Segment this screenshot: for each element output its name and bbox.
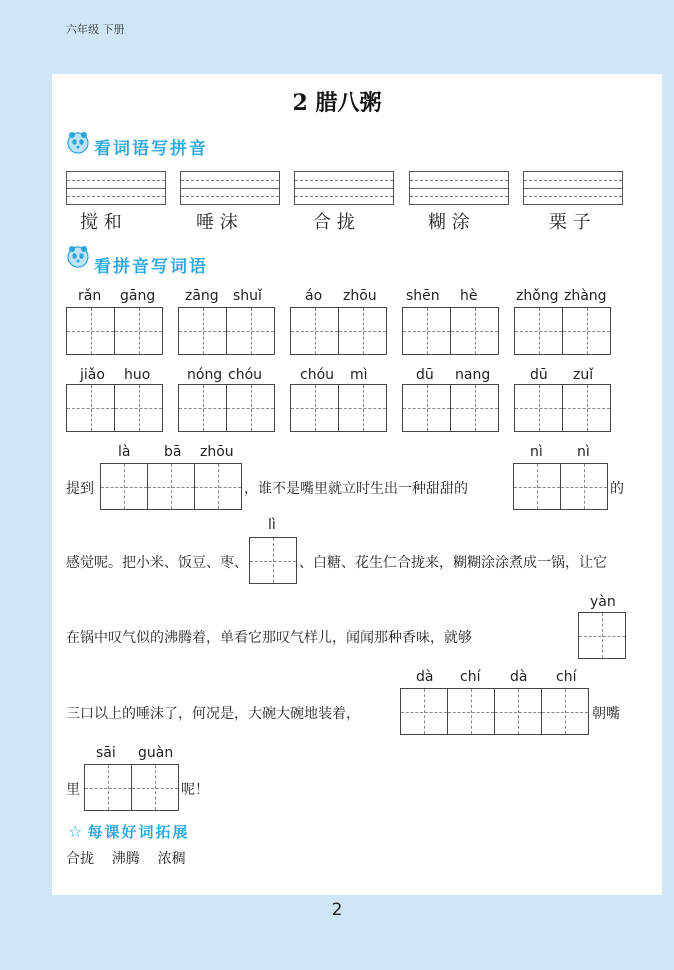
word-item: 唾 沫 bbox=[196, 212, 238, 233]
star-icon: ☆ bbox=[68, 822, 83, 841]
left-band bbox=[0, 0, 52, 970]
pinyin-box[interactable] bbox=[66, 171, 166, 205]
char-cell[interactable] bbox=[400, 688, 448, 735]
extension-header bbox=[68, 821, 189, 842]
word-item: 合 拢 bbox=[313, 212, 355, 233]
char-cell[interactable] bbox=[494, 688, 542, 735]
pinyin-label: áo bbox=[305, 288, 323, 304]
pinyin-label: dà bbox=[510, 669, 528, 685]
char-cell[interactable] bbox=[100, 463, 148, 510]
pinyin-label: shēn bbox=[406, 288, 440, 304]
char-cell[interactable] bbox=[513, 463, 561, 510]
pinyin-label: jiǎo bbox=[80, 367, 105, 383]
char-cell[interactable] bbox=[402, 307, 451, 355]
char-cell[interactable] bbox=[66, 307, 115, 355]
pinyin-label: sāi bbox=[96, 745, 116, 761]
passage-text: 在锅中叹气似的沸腾着，单看它那叹气样儿，闻闻那种香味，就够 bbox=[66, 630, 472, 646]
char-cell[interactable] bbox=[562, 384, 611, 432]
pinyin-label: zhǒng bbox=[516, 288, 559, 304]
char-cell[interactable] bbox=[541, 688, 589, 735]
char-cell[interactable] bbox=[114, 384, 163, 432]
char-cell[interactable] bbox=[450, 307, 499, 355]
pinyin-label: dà bbox=[416, 669, 434, 685]
passage-text: 提到 bbox=[66, 481, 94, 497]
word-item: 栗 子 bbox=[549, 212, 591, 233]
pinyin-label: zhōu bbox=[200, 444, 234, 460]
char-cell[interactable] bbox=[514, 384, 563, 432]
pinyin-box[interactable] bbox=[409, 171, 509, 205]
pinyin-label: chóu bbox=[300, 367, 335, 383]
passage-text: 朝嘴 bbox=[592, 706, 620, 722]
pinyin-label: zuǐ bbox=[573, 367, 594, 383]
panda-icon bbox=[66, 244, 90, 270]
pinyin-label: huo bbox=[124, 367, 151, 383]
char-cell[interactable] bbox=[560, 463, 608, 510]
pinyin-label: chí bbox=[556, 669, 577, 685]
pinyin-label: yàn bbox=[590, 594, 616, 610]
pinyin-label: zāng bbox=[185, 288, 219, 304]
char-cell[interactable] bbox=[114, 307, 163, 355]
pinyin-label: dū bbox=[416, 367, 434, 383]
page-title: 2 腊八粥 bbox=[292, 90, 382, 116]
pinyin-label: shuǐ bbox=[233, 288, 262, 304]
word-item: 搅 和 bbox=[80, 212, 122, 233]
char-cell[interactable] bbox=[450, 384, 499, 432]
pinyin-label: zhōu bbox=[343, 288, 377, 304]
char-cell[interactable] bbox=[338, 307, 387, 355]
extension-title: 每课好词拓展 bbox=[87, 823, 190, 841]
char-cell[interactable] bbox=[194, 463, 242, 510]
section-title-1: 看词语写拼音 bbox=[94, 139, 208, 159]
pinyin-label: guàn bbox=[138, 745, 174, 761]
passage-text: ，谁不是嘴里就立时生出一种甜甜的 bbox=[244, 481, 468, 497]
char-cell[interactable] bbox=[147, 463, 195, 510]
section-title-2: 看拼音写词语 bbox=[94, 257, 208, 277]
passage-text: 三口以上的唾沫了，何况是，大碗大碗地装着， bbox=[66, 706, 360, 722]
char-cell[interactable] bbox=[178, 307, 227, 355]
pinyin-label: nì bbox=[530, 444, 543, 460]
pinyin-label: rǎn bbox=[78, 288, 102, 304]
top-band bbox=[0, 0, 674, 74]
char-cell[interactable] bbox=[514, 307, 563, 355]
pinyin-label: gāng bbox=[120, 288, 156, 304]
passage-text: 里 bbox=[66, 782, 80, 798]
char-cell[interactable] bbox=[84, 764, 132, 811]
pinyin-label: là bbox=[118, 444, 131, 460]
passage-text: 呢！ bbox=[181, 782, 209, 798]
char-cell[interactable] bbox=[226, 384, 275, 432]
char-cell[interactable] bbox=[447, 688, 495, 735]
char-cell[interactable] bbox=[66, 384, 115, 432]
char-cell[interactable] bbox=[249, 537, 297, 584]
passage-text: 、白糖、花生仁合拢来，糊糊涂涂煮成一锅，让它 bbox=[299, 555, 607, 571]
pinyin-label: dū bbox=[530, 367, 548, 383]
char-cell[interactable] bbox=[338, 384, 387, 432]
char-cell[interactable] bbox=[290, 384, 339, 432]
pinyin-label: lì bbox=[268, 517, 276, 533]
passage-text: 的 bbox=[610, 481, 624, 497]
pinyin-label: mì bbox=[350, 367, 368, 383]
char-cell[interactable] bbox=[578, 612, 626, 659]
pinyin-label: nang bbox=[455, 367, 491, 383]
char-cell[interactable] bbox=[562, 307, 611, 355]
pinyin-label: nì bbox=[577, 444, 590, 460]
page-number: 2 bbox=[331, 900, 343, 920]
char-cell[interactable] bbox=[131, 764, 179, 811]
pinyin-box[interactable] bbox=[294, 171, 394, 205]
char-cell[interactable] bbox=[226, 307, 275, 355]
panda-icon bbox=[66, 130, 90, 156]
pinyin-label: chóu bbox=[228, 367, 263, 383]
pinyin-label: nóng bbox=[187, 367, 223, 383]
char-cell[interactable] bbox=[290, 307, 339, 355]
passage-text: 感觉呢。把小米、饭豆、枣、 bbox=[66, 555, 248, 571]
pinyin-label: chí bbox=[460, 669, 481, 685]
pinyin-label: hè bbox=[460, 288, 478, 304]
char-cell[interactable] bbox=[402, 384, 451, 432]
pinyin-label: zhàng bbox=[564, 288, 607, 304]
extension-words: 合拢 沸腾 浓稠 bbox=[66, 851, 186, 867]
pinyin-label: bā bbox=[164, 444, 182, 460]
pinyin-box[interactable] bbox=[523, 171, 623, 205]
char-cell[interactable] bbox=[178, 384, 227, 432]
right-band bbox=[662, 0, 674, 970]
pinyin-box[interactable] bbox=[180, 171, 280, 205]
grade-label: 六年级 下册 bbox=[66, 23, 125, 36]
word-item: 糊 涂 bbox=[428, 212, 470, 233]
